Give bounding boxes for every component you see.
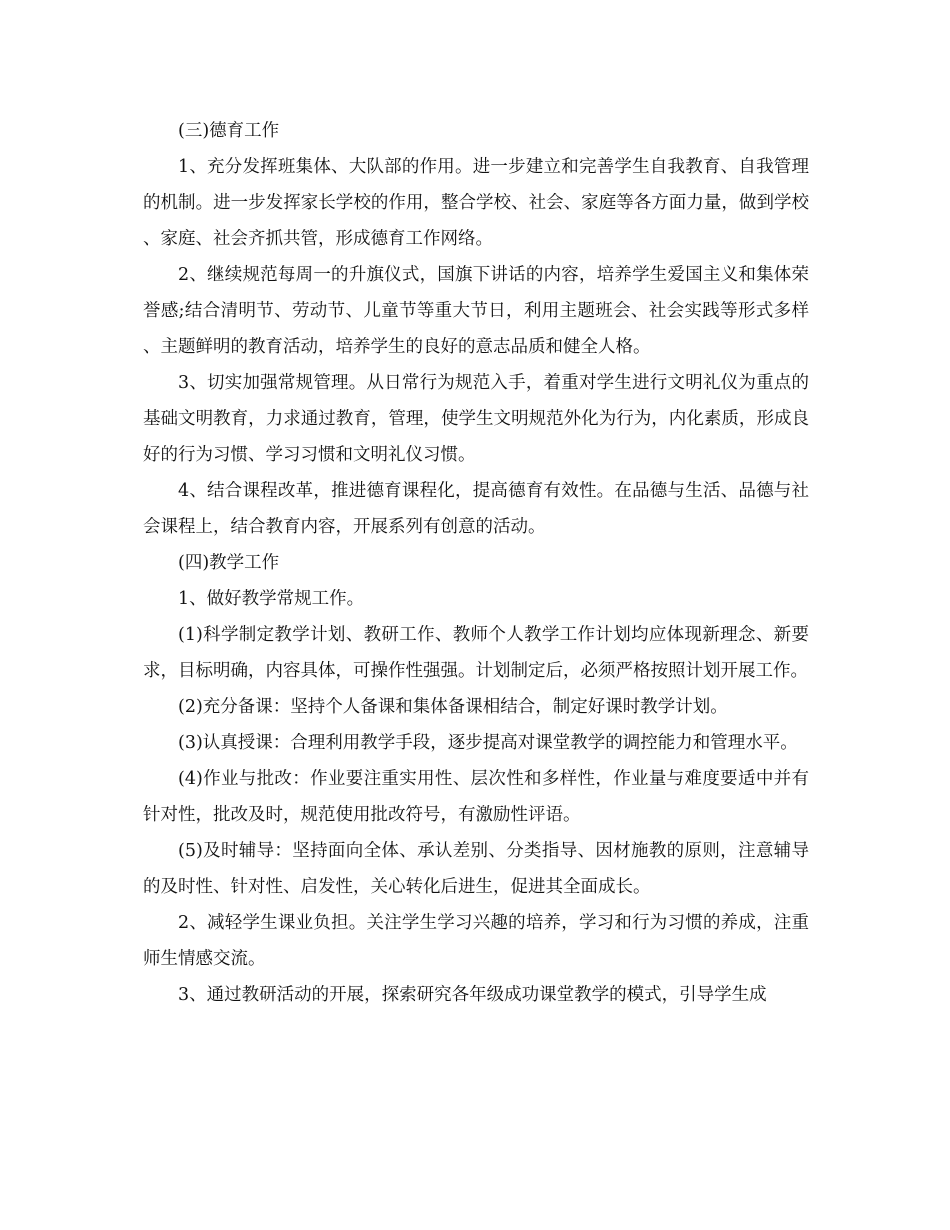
paragraph-teaching-1-4: (4)作业与批改：作业要注重实用性、层次性和多样性，作业量与难度要适中并有针对性，批改及时，规范使用批改符号，有激励性评语。 [143, 769, 809, 825]
section-heading-moral-education: (三)德育工作 [178, 121, 280, 141]
paragraph-teaching-1-2: (2)充分备课：坚持个人备课和集体备课相结合，制定好课时教学计划。 [178, 697, 728, 717]
paragraph-teaching-1-1: (1)科学制定教学计划、教研工作、教师个人教学工作计划均应体现新理念、新要求，目标明确，内容具体，可操作性强强。计划制定后，必须严格按照计划开展工作。 [143, 625, 809, 681]
section-heading-teaching: (四)教学工作 [178, 553, 280, 573]
paragraph-teaching-3: 3、通过教研活动的开展，探索研究各年级成功课堂教学的模式，引导学生成 [178, 985, 767, 1005]
paragraph-moral-4: 4、结合课程改革，推进德育课程化，提高德育有效性。在品德与生活、品德与社会课程上，结合教育内容，开展系列有创意的活动。 [143, 481, 809, 537]
paragraph-teaching-1-5: (5)及时辅导：坚持面向全体、承认差别、分类指导、因材施教的原则，注意辅导的及时性、针对性、启发性，关心转化后进生，促进其全面成长。 [143, 841, 809, 897]
paragraph-teaching-1-3: (3)认真授课：合理利用教学手段，逐步提高对课堂教学的调控能力和管理水平。 [178, 733, 798, 753]
paragraph-teaching-2: 2、减轻学生课业负担。关注学生学习兴趣的培养，学习和行为习惯的养成，注重师生情感交流。 [143, 913, 809, 969]
paragraph-teaching-1: 1、做好教学常规工作。 [178, 589, 365, 609]
paragraph-moral-3: 3、切实加强常规管理。从日常行为规范入手，着重对学生进行文明礼仪为重点的基础文明教育，力求通过教育，管理，使学生文明规范外化为行为，内化素质，形成良好的行为习惯、学习习惯和文明礼仪习惯。 [143, 373, 809, 465]
document-body [143, 113, 809, 1013]
paragraph-moral-1: 1、充分发挥班集体、大队部的作用。进一步建立和完善学生自我教育、自我管理的机制。进一步发挥家长学校的作用，整合学校、社会、家庭等各方面力量，做到学校、家庭、社会齐抓共管，形成德育工作网络。 [143, 157, 809, 249]
paragraph-moral-2: 2、继续规范每周一的升旗仪式，国旗下讲话的内容，培养学生爱国主义和集体荣誉感;结合清明节、劳动节、儿童节等重大节日，利用主题班会、社会实践等形式多样、主题鲜明的教育活动，培养学生的良好的意志品质和健全人格。 [143, 265, 809, 357]
